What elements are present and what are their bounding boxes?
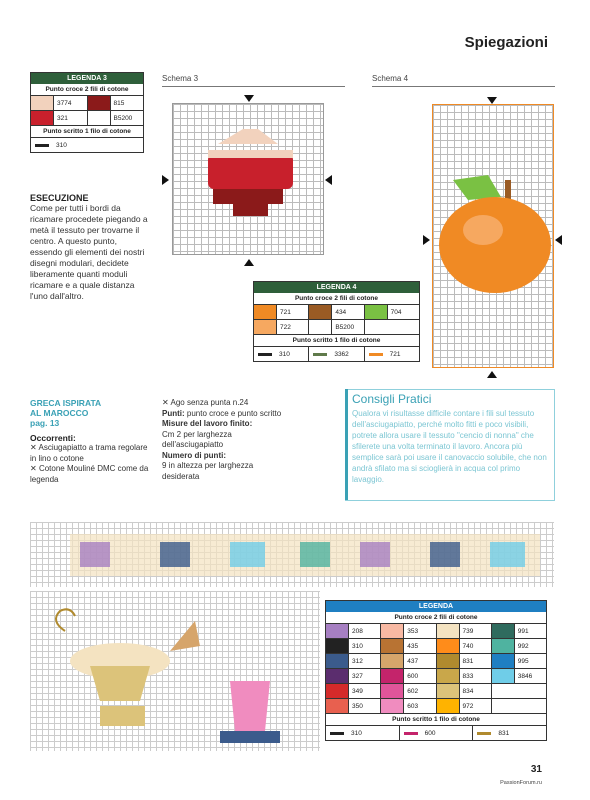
legenda-main-title: LEGENDA [326, 601, 546, 612]
backstitch-swatch [404, 732, 418, 735]
dmc-code: 721 [389, 350, 401, 358]
numero-value: 9 in altezza per larghezza desiderata [162, 461, 254, 481]
greca-border-motif [30, 522, 554, 587]
schema3-arrow-right [324, 172, 332, 190]
schema3-rule [162, 86, 345, 87]
dmc-code: 831 [462, 657, 474, 665]
legend-row [31, 111, 143, 125]
legend-row [326, 684, 546, 699]
backstitch-swatch [477, 732, 491, 735]
misure-label: Misure del lavoro finito: [162, 419, 253, 428]
color-swatch [326, 699, 349, 713]
legend-cell [437, 669, 492, 683]
dmc-code: 437 [407, 657, 419, 665]
color-swatch [326, 624, 349, 638]
dmc-code: 834 [462, 687, 474, 695]
legenda-3-back-header: Punto scritto 1 filo di cotone [31, 125, 143, 138]
dmc-code: 312 [352, 657, 363, 665]
schema3-motif [173, 104, 323, 254]
legend-cell [437, 654, 492, 668]
color-swatch [326, 684, 349, 698]
legend-cell [326, 624, 381, 638]
dmc-code: 310 [352, 642, 363, 650]
legend-cell [254, 305, 309, 319]
dmc-code: B5200 [335, 323, 355, 331]
dmc-code: 704 [390, 308, 402, 316]
legend-row [254, 305, 419, 320]
dmc-code: 321 [57, 114, 68, 122]
color-swatch [365, 305, 388, 319]
legenda-3 [30, 72, 144, 153]
color-swatch [88, 111, 111, 125]
lamp-motif [30, 591, 320, 751]
legend-cell [381, 624, 436, 638]
dmc-code: 349 [352, 687, 363, 695]
dmc-code: 721 [280, 308, 291, 316]
legend-cell [492, 684, 546, 698]
schema4-arrow-bottom [432, 367, 552, 385]
legenda-main [325, 600, 547, 741]
color-swatch [437, 699, 460, 713]
schema3-arrow-left [162, 172, 170, 190]
legend-cell [326, 669, 381, 683]
color-swatch [326, 654, 349, 668]
color-swatch [437, 654, 460, 668]
esecuzione-title: ESECUZIONE [30, 193, 89, 203]
greca-col2 [162, 398, 282, 482]
backstitch-swatch [369, 353, 383, 356]
legend-cell [381, 654, 436, 668]
greca-title-2: AL MAROCCO [30, 408, 89, 418]
color-swatch [437, 624, 460, 638]
legend-cell [492, 654, 546, 668]
legend-cell [31, 111, 88, 125]
color-swatch [492, 669, 515, 683]
esecuzione-text: Come per tutti i bordi da ricamare procedete piegando a metà il tessuto per trovarne il centro. A questo punto, essendo gli elementi dei nostri disegni modulari, decidete liberamente quanti moduli ricamare e a quale distanza l'uno dall'altro. [30, 203, 148, 301]
color-swatch [381, 699, 404, 713]
occorrenti-item-1: ✕ Asciugapiatto a trama regolare in lino o cotone [30, 443, 148, 463]
legend-back-cell [254, 347, 309, 361]
punti-value: punto croce e punto scritto [186, 408, 282, 418]
greca-page-ref: pag. 13 [30, 418, 60, 428]
legenda-4-title: LEGENDA 4 [254, 282, 419, 293]
dmc-code: 600 [424, 729, 436, 737]
color-swatch [31, 111, 54, 125]
legend-back-row [326, 726, 546, 740]
schema3-arrow-bottom [172, 255, 322, 273]
legend-cell [437, 639, 492, 653]
color-swatch [381, 684, 404, 698]
legend-back-cell [326, 726, 400, 740]
color-swatch [437, 669, 460, 683]
dmc-code: 310 [56, 141, 67, 149]
page-number: 31 [530, 764, 542, 775]
legend-row [326, 669, 546, 684]
consigli-text: Qualora vi risultasse difficile contare i fili sul tessuto dell'asciugapiatto, perché molto fitti e poco visibili, potrete allora usare il tessuto "cencio di nonna" che sfilerete una volta terminato il lavoro. Ancora più semplice sarà poi usare il canovaccio solubile, che non andrà sfilato ma si scioglierà in acqua col primo lavaggio. [352, 409, 547, 484]
legend-cell [88, 96, 144, 110]
color-swatch [437, 684, 460, 698]
legend-cell [365, 305, 419, 319]
punti-label: Punti: [162, 408, 185, 418]
dmc-code: 992 [517, 642, 529, 650]
dmc-code: 603 [407, 702, 419, 710]
legenda-4-back-header: Punto scritto 1 filo di cotone [254, 334, 419, 347]
dmc-code: 3774 [57, 99, 72, 107]
color-swatch [326, 639, 349, 653]
dmc-code: 972 [462, 702, 474, 710]
dmc-code: 833 [462, 672, 474, 680]
dmc-code: B5200 [113, 114, 133, 122]
dmc-code: 350 [352, 702, 363, 710]
dmc-code: 740 [462, 642, 474, 650]
legend-cell [326, 684, 381, 698]
schema3-grid [172, 103, 324, 255]
esecuzione-section [30, 193, 150, 302]
legenda-3-title: LEGENDA 3 [31, 73, 143, 84]
color-swatch [492, 624, 515, 638]
schema4-motif [433, 105, 553, 367]
color-swatch [492, 639, 515, 653]
schema4-arrow-right [554, 232, 562, 250]
greca-border-chart [30, 522, 554, 587]
legend-cell [254, 320, 309, 334]
ago-item: ✕ Ago senza punta n.24 [162, 398, 249, 407]
legend-row [326, 654, 546, 669]
dmc-code: 995 [517, 657, 529, 665]
schema4-arrow-left [423, 232, 431, 250]
color-swatch [326, 669, 349, 683]
color-swatch [309, 320, 332, 334]
schema3-label: Schema 3 [162, 74, 199, 83]
dmc-code: 435 [407, 642, 419, 650]
legend-cell [492, 624, 546, 638]
legend-cell [309, 305, 364, 319]
legenda-4 [253, 281, 420, 362]
dmc-code: 739 [462, 627, 474, 635]
greca-title-1: GRECA ISPIRATA [30, 398, 102, 408]
legend-cell [381, 699, 436, 713]
color-swatch [309, 305, 332, 319]
legend-cell [326, 654, 381, 668]
occorrenti-label: Occorrenti: [30, 433, 76, 443]
legend-cell [309, 320, 364, 334]
legend-cell [31, 96, 88, 110]
dmc-code: 434 [335, 308, 347, 316]
dmc-code: 600 [407, 672, 419, 680]
color-swatch [437, 639, 460, 653]
watermark: PassionForum.ru [500, 780, 542, 786]
legend-cell [365, 320, 419, 334]
legend-back-cell [400, 726, 474, 740]
color-swatch [381, 624, 404, 638]
legend-row [31, 96, 143, 111]
legend-cell [492, 699, 546, 713]
color-swatch [381, 639, 404, 653]
color-swatch [254, 305, 277, 319]
color-swatch [88, 96, 111, 110]
dmc-code: 310 [279, 350, 290, 358]
legenda-4-cross-header: Punto croce 2 fili di cotone [254, 293, 419, 305]
color-swatch [492, 654, 515, 668]
dmc-code: 327 [352, 672, 363, 680]
consigli-box [345, 389, 555, 501]
legend-row [254, 320, 419, 334]
dmc-code: 310 [351, 729, 362, 737]
numero-label: Numero di punti: [162, 450, 226, 460]
dmc-code: 3846 [517, 672, 533, 680]
legend-cell [381, 669, 436, 683]
dmc-code: 722 [280, 323, 291, 331]
dmc-code: 991 [517, 627, 529, 635]
schema4-label: Schema 4 [372, 74, 409, 83]
lamp-chart [30, 591, 320, 751]
legend-back-cell [309, 347, 364, 361]
schema4-grid [432, 104, 554, 368]
legend-cell [492, 669, 546, 683]
legend-back-row [254, 347, 419, 361]
legend-row [326, 639, 546, 654]
color-swatch [254, 320, 277, 334]
page-title: Spiegazioni [464, 34, 548, 51]
legend-row [326, 624, 546, 639]
legend-back-row [31, 138, 143, 152]
dmc-code: 831 [498, 729, 510, 737]
legenda-main-cross-header: Punto croce 2 fili di cotone [326, 612, 546, 624]
dmc-code: 3362 [334, 350, 349, 358]
legend-back-cell [365, 347, 419, 361]
dmc-code: 208 [352, 627, 363, 635]
dmc-code: 602 [407, 687, 419, 695]
consigli-title: Consigli Pratici [352, 392, 432, 406]
legend-back-cell [473, 726, 546, 740]
dmc-code: 815 [113, 99, 125, 107]
backstitch-swatch [330, 732, 344, 735]
backstitch-swatch [313, 353, 327, 356]
dmc-code: 353 [407, 627, 419, 635]
legend-back-cell [31, 138, 143, 152]
greca-section [30, 398, 150, 485]
schema4-rule [372, 86, 555, 87]
legend-cell [326, 639, 381, 653]
legend-cell [381, 684, 436, 698]
backstitch-swatch [35, 144, 49, 147]
legend-row [326, 699, 546, 713]
color-swatch [381, 669, 404, 683]
occorrenti-item-2: ✕ Cotone Mouliné DMC come da legenda [30, 464, 149, 484]
legend-cell [437, 699, 492, 713]
color-swatch [31, 96, 54, 110]
backstitch-swatch [258, 353, 272, 356]
legenda-main-back-header: Punto scritto 1 filo di cotone [326, 713, 546, 726]
legend-cell [437, 624, 492, 638]
legenda-3-cross-header: Punto croce 2 fili di cotone [31, 84, 143, 96]
legend-cell [492, 639, 546, 653]
legend-cell [326, 699, 381, 713]
legend-cell [88, 111, 144, 125]
color-swatch [381, 654, 404, 668]
misure-value: Cm 2 per larghezza dell'asciugapiatto [162, 429, 232, 449]
consigli-accent [345, 389, 348, 500]
legend-cell [381, 639, 436, 653]
legend-cell [437, 684, 492, 698]
